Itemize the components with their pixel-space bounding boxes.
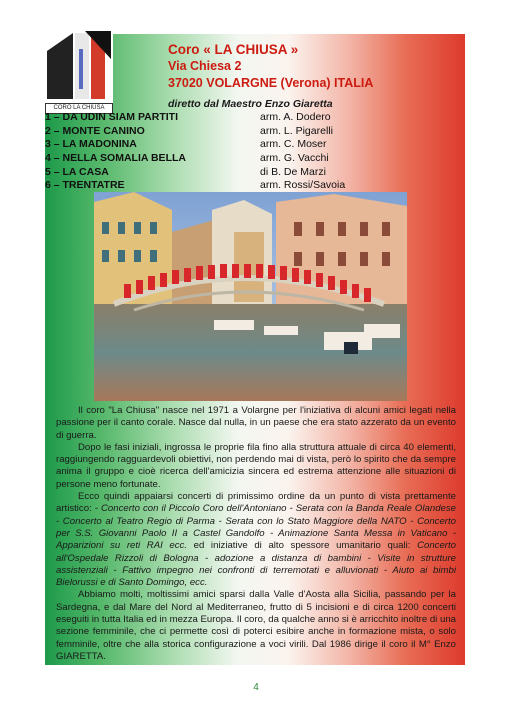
song-arranger: di B. De Marzi: [260, 165, 326, 178]
song-title: 4 – NELLA SOMALIA BELLA: [45, 152, 186, 165]
paragraph: Dopo le fasi iniziali, ingrossa le proprie fila fino alla struttura attuale di circa 40 elementi, raggiungendo ragguardevoli obiettivi, non perdendo mai di vista, però lo spirito che da sempre anima il gruppo e cioè ricerca dell'amicizia sincera ed estrema attenzione alle situazioni di persone meno fortunate.: [56, 441, 456, 490]
song-item: [45, 166, 465, 180]
song-title: 1 – DA UDIN SIAM PARTITI: [45, 111, 179, 123]
choir-logo: [45, 29, 113, 114]
paragraph: Il coro "La Chiusa" nasce nel 1971 a Volargne per l'iniziativa di alcuni amici legati nella passione per il canto corale. Nasce dal nulla, in un paese che era stato azzerato da un evento di guerra.: [56, 405, 456, 441]
song-arranger: arm. Rossi/Savoia: [260, 179, 346, 192]
song-item: [45, 111, 465, 125]
song-title: 3 – LA MADONINA: [45, 138, 137, 151]
choir-name: Coro « LA CHIUSA »: [168, 42, 299, 57]
song-arranger: arm. A. Dodero: [260, 111, 331, 123]
song-arranger: arm. C. Moser: [260, 138, 327, 151]
song-title: 5 – LA CASA: [45, 165, 109, 178]
page-number: 4: [253, 682, 259, 693]
paragraph: [56, 491, 456, 589]
choir-city: 37020 VOLARGNE (Verona) ITALIA: [168, 76, 374, 90]
song-list: [45, 111, 465, 193]
choir-photo: [94, 192, 407, 401]
concert-list: - Concerto con il Piccolo Coro dell'Antoniano - Serata con la Banda Reale Olandese - Concerto al Teatro Regio di Parma - Serata con lo Stato Maggiore della NATO - Concerto per S.S. Giovanni Paolo II a Castel Gandolfo - Animazione Santa Messa in Vaticano - Apparizioni su reti RAI ecc.: [56, 503, 456, 552]
song-title: 6 – TRENTATRE: [45, 179, 125, 192]
logo-emblem-icon: [45, 29, 113, 103]
song-arranger: arm. G. Vacchi: [260, 152, 329, 165]
song-item: [45, 138, 465, 152]
paragraph-mid: ed iniziative di alto spessore umanitario quali:: [187, 540, 418, 552]
song-item: [45, 125, 465, 139]
history-text: [56, 405, 456, 663]
initiative-list: Concerto all'Ospedale Rizzoli di Bologna - adozione a distanza di bambini - Visite in strutture assistenziali - Fattivo impegno nei confronti di terremotati e alluvionati - Aiuto ai bimbi Bielorussi e di Santo Domingo, ecc.: [56, 540, 456, 589]
paragraph: Abbiamo molti, moltissimi amici sparsi dalla Valle d'Aosta alla Sicilia, passando per la Sardegna, e dal Mare del Nord al Mediterraneo, frutto di 5 incisioni e di circa 1200 concerti eseguiti in tutta Italia ed in mezza Europa. Il coro, da qualche anno si è arricchito inoltre di una sezione femminile, che ci permette così di poterci esibire anche in formazione mista, o solo femminile, oltre che alla storica configurazione a voci virili. Dal 1986 dirige il coro il M° Enzo GIARETTA.: [56, 589, 456, 662]
song-arranger: arm. L. Pigarelli: [260, 124, 333, 137]
song-item: [45, 152, 465, 166]
choir-street: Via Chiesa 2: [168, 59, 242, 73]
logo-caption: CORO LA CHIUSA: [45, 103, 113, 114]
song-title: 2 – MONTE CANINO: [45, 124, 145, 137]
paragraph-lead: Ecco quindi appaiarsi concerti di primissimo ordine da un punto di vista prettamente artistico:: [56, 491, 456, 515]
director-line: diretto dal Maestro Enzo Giaretta: [168, 98, 333, 110]
